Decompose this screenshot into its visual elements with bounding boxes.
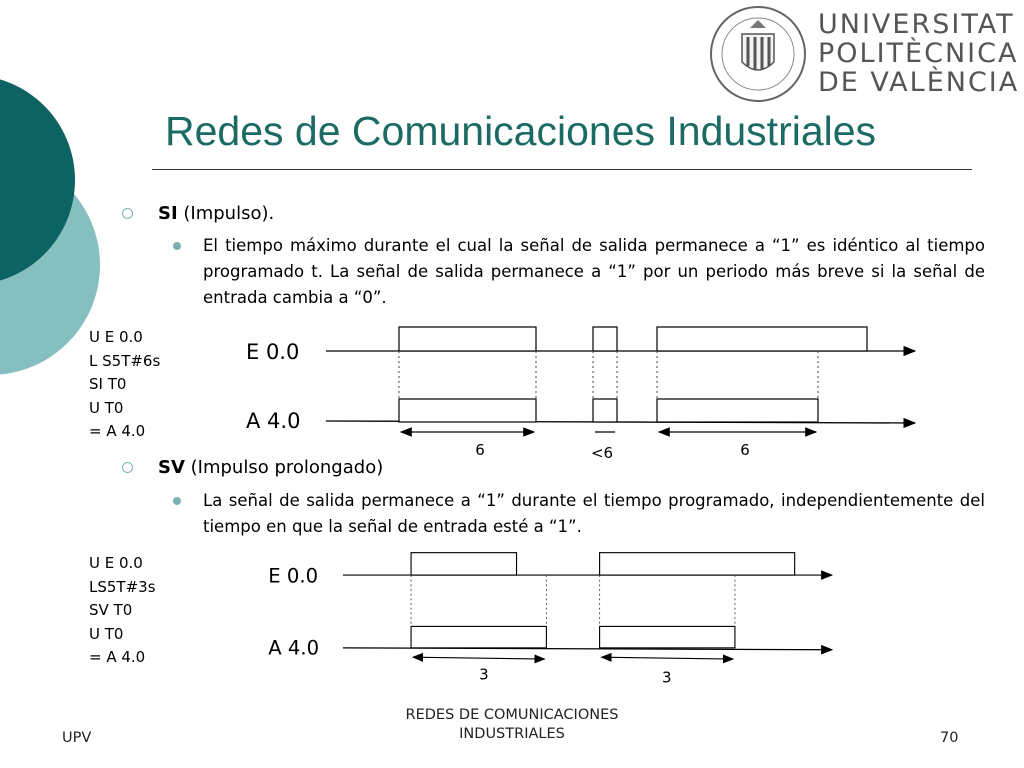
si-code-line: L S5T#6s [89,351,161,370]
si-input-pulse [399,327,536,351]
logo-line-2: POLITÈCNICA [818,38,1019,69]
si-input-pulse [657,327,867,351]
footer-center-line2: INDUSTRIALES [459,726,565,742]
ring-bullet-icon [122,208,133,219]
si-heading-rest: (Impulso). [177,203,275,224]
si-heading-bold: SI [158,203,178,224]
sv-heading-rest: (Impulso prolongado) [184,457,384,478]
si-code-line: SI T0 [89,375,127,393]
footer-center-line1: REDES DE COMUNICACIONES [405,707,619,723]
sv-code-block [89,552,156,670]
si-input-pulse [593,327,617,351]
university-name [818,10,1019,97]
si-code-block [89,326,160,444]
sv-dimension-label: 3 [479,665,489,684]
sv-heading-bold: SV [158,457,185,478]
si-code-line: U E 0.0 [89,328,143,346]
sv-guide-lines [411,575,735,626]
footer-left: UPV [62,730,92,746]
sv-dimension-label: 3 [662,668,672,687]
ring-bullet-icon [122,462,133,473]
sv-input-label: E 0.0 [268,564,319,588]
sv-code-line: LS5T#3s [89,577,156,596]
sv-code-line: U T0 [89,624,124,643]
si-code-line: U T0 [89,398,124,417]
sv-code-line: SV T0 [89,601,133,619]
university-logo [708,4,1020,104]
sv-dimension-arrow [413,657,545,659]
page-title: Redes de Comunicaciones Industriales [165,108,877,154]
sv-code-line: = A 4.0 [89,648,146,666]
si-output-pulse [657,399,818,422]
dot-bullet-icon [173,497,181,505]
sv-input-pulse [600,553,795,575]
si-dimension-label: 6 [475,441,485,459]
si-guide-lines [399,351,818,399]
si-output-label: A 4.0 [246,409,301,433]
si-dimension-label: <6 [590,444,614,460]
university-seal-icon [708,4,808,104]
logo-line-1: UNIVERSITAT [818,9,1015,40]
sv-timing-diagram [230,548,930,688]
dot-bullet-icon [173,242,181,250]
si-dimension-label: 6 [740,441,750,459]
logo-line-3: DE VALÈNCIA [818,67,1020,98]
title-divider [152,169,972,170]
si-description: El tiempo máximo durante el cual la señal de salida permanece a “1” es idéntico al tiempo programado t. La señal de salida permanece a “1” por un periodo más breve si la señal de entrada cambia a “0”. [203,236,985,307]
si-output-pulse [593,399,617,422]
si-code-line: = A 4.0 [89,422,146,440]
si-input-label: E 0.0 [246,340,300,364]
sv-output-label: A 4.0 [268,636,320,660]
si-timing-diagram [230,320,930,460]
page-number: 70 [940,730,959,746]
sv-dimension-arrow [601,657,733,659]
sv-output-pulse [600,626,735,647]
sv-code-line: U E 0.0 [89,554,143,572]
footer-center [352,706,672,744]
sv-input-pulse [411,553,516,575]
sv-output-pulse [411,626,546,647]
si-output-pulse [399,399,536,422]
sv-description: La señal de salida permanece a “1” durante el tiempo programado, independientemente del tiempo en que la señal de entrada esté a “1”. [203,491,985,536]
